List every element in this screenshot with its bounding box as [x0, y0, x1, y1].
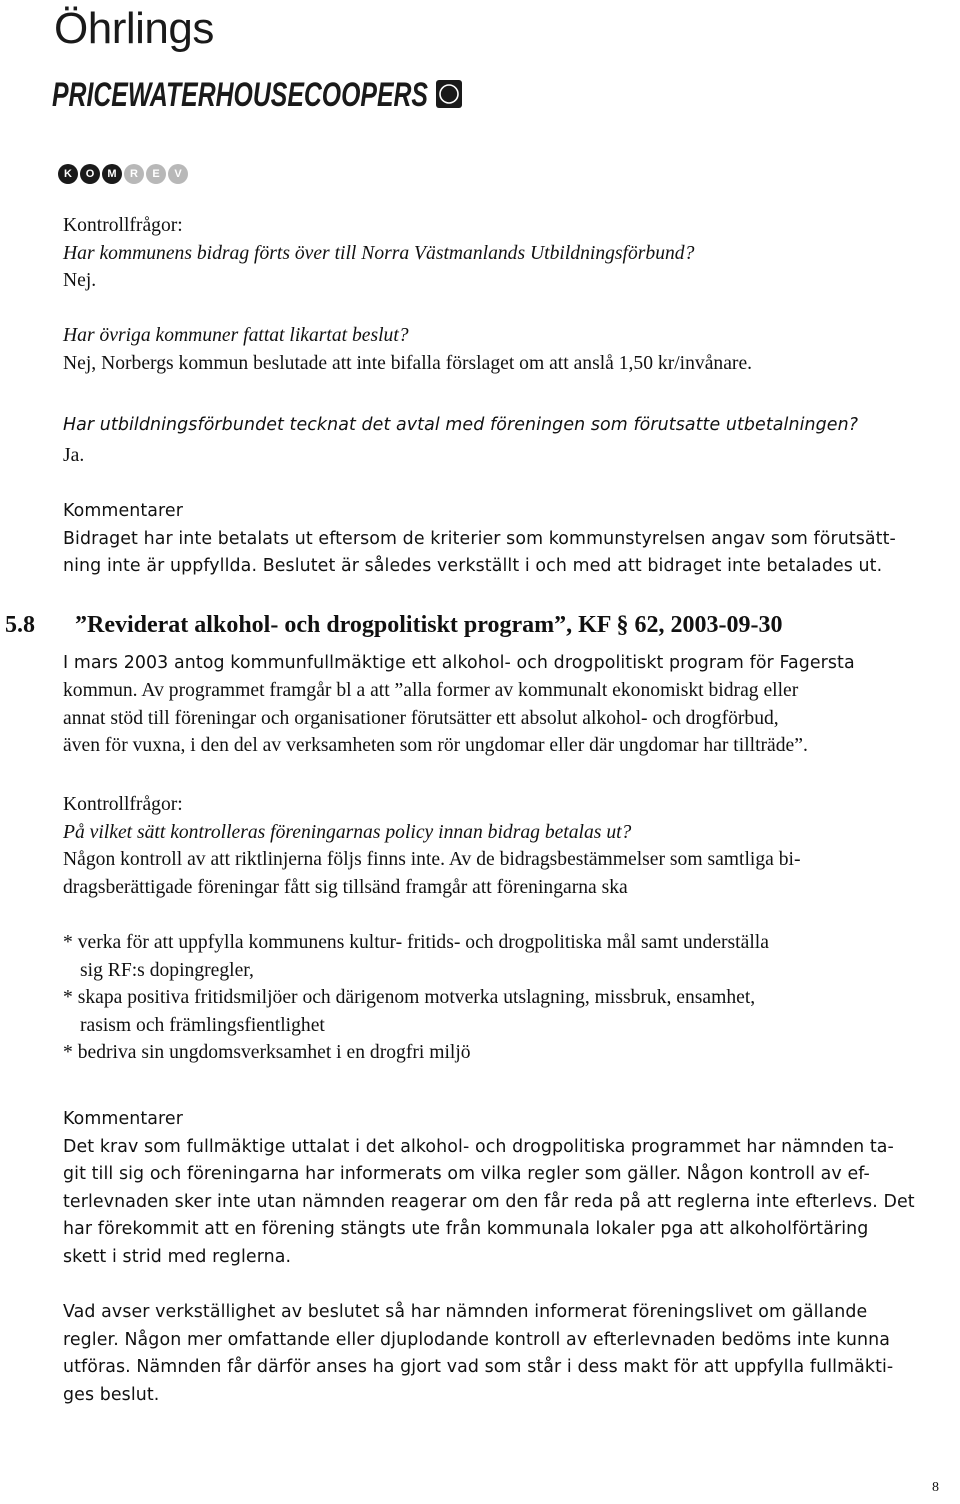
question: Har kommunens bidrag förts över till Norra Västmanlands Utbildningsförbund? — [63, 242, 695, 264]
intro-line: I mars 2003 antog kommunfullmäktige ett alkohol- och drogpolitiskt program för Fagersta — [63, 653, 855, 673]
comment-line: terlevnaden sker inte utan nämnden reagerar om den får reda på att reglerna inte efterlevs. Det — [63, 1191, 915, 1212]
answer: Nej, Norbergs kommun beslutade att inte bifalla förslaget om att anslå 1,50 kr/invånare. — [63, 352, 753, 374]
bullet-line: rasism och främlingsfientlighet — [80, 1014, 325, 1036]
control-questions-block-2 — [63, 412, 953, 440]
control-questions-block-3 — [63, 791, 953, 1067]
comment-line: skett i strid med reglerna. — [63, 1246, 292, 1267]
comment-line: Bidraget har inte betalats ut eftersom de kriterier som kommunstyrelsen angav som förutsätt- — [63, 528, 896, 549]
comment-line: ges beslut. — [63, 1384, 160, 1405]
question: Har utbildningsförbundet tecknat det avtal med föreningen som förutsatte utbetalningen? — [63, 415, 859, 435]
komrev-letter: O — [80, 164, 100, 184]
komrev-letter: R — [124, 164, 144, 184]
comment-line: Det krav som fullmäktige uttalat i det alkohol- och drogpolitiska programmet har nämnden ta- — [63, 1136, 894, 1157]
comments-block — [63, 498, 953, 581]
komrev-letter: V — [168, 164, 188, 184]
bullet-line: sig RF:s dopingregler, — [80, 959, 254, 981]
section-intro-cont — [63, 677, 953, 760]
pricewaterhousecoopers-logo — [52, 70, 468, 126]
question: På vilket sätt kontrolleras föreningarnas policy innan bidrag betalas ut? — [63, 821, 632, 843]
bullet-line: * skapa positiva fritidsmiljöer och därigenom motverka utslagning, missbruk, ensamhet, — [63, 987, 756, 1009]
answer: Ja. — [63, 445, 85, 466]
answer-block — [63, 442, 953, 470]
komrev-logo — [58, 164, 188, 184]
intro-line: annat stöd till föreningar och organisationer förutsätter ett absolut alkohol- och drogförbud, — [63, 707, 779, 729]
section-label: Kommentarer — [63, 1109, 183, 1129]
comment-line: ning inte är uppfyllda. Beslutet är således verkställt i och med att bidraget inte betalades ut. — [63, 556, 883, 577]
komrev-letter: M — [102, 164, 122, 184]
question: Har övriga kommuner fattat likartat beslut? — [63, 325, 409, 347]
bullet-line: * verka för att uppfylla kommunens kultur- fritids- och drogpolitiska mål samt underställa — [63, 931, 769, 953]
komrev-letter: E — [146, 164, 166, 184]
control-questions-block — [63, 212, 953, 378]
intro-line: även för vuxna, i den del av verksamheten som rör ungdomar eller där ungdomar har tillträde”. — [63, 735, 808, 757]
section-intro — [63, 650, 953, 678]
section-label: Kontrollfrågor: — [63, 794, 183, 815]
answer: Nej. — [63, 270, 97, 292]
answer-line: dragsberättigade föreningar fått sig tillsänd framgår att föreningarna ska — [63, 876, 628, 898]
section-label: Kontrollfrågor: — [63, 215, 183, 236]
pwc-logo-text: PRICEWATERHOUSECOOPERS — [52, 76, 429, 114]
comment-line: git till sig och föreningarna har informerats om vilka regler som gäller. Någon kontroll av ef- — [63, 1164, 870, 1185]
section-title: ”Reviderat alkohol- och drogpolitiskt program”, KF § 62, 2003-09-30 — [75, 612, 783, 638]
ohrlings-logo: Öhrlings — [54, 4, 214, 53]
comment-line: har förekommit att en förening stängts ute från kommunala lokaler pga att alkoholförtäring — [63, 1219, 869, 1240]
answer-line: Någon kontroll av att riktlinjerna följs finns inte. Av de bidragsbestämmelser som samtliga bi- — [63, 849, 801, 871]
intro-line: kommun. Av programmet framgår bl a att ”alla former av kommunalt ekonomiskt bidrag eller — [63, 680, 799, 701]
section-number: 5.8 — [5, 612, 35, 638]
comment-line: utföras. Nämnden får därför anses ha gjort vad som står i dess makt för att uppfylla fullmäkti- — [63, 1357, 894, 1378]
komrev-letter: K — [58, 164, 78, 184]
comments-block-2 — [63, 1106, 953, 1410]
bullet-line: * bedriva sin ungdomsverksamhet i en drogfri miljö — [63, 1042, 471, 1064]
comment-line: regler. Någon mer omfattande eller djuplodande kontroll av efterlevnaden bedöms inte kunna — [63, 1329, 891, 1350]
comment-line: Vad avser verkställighet av beslutet så har nämnden informerat föreningslivet om gällande — [63, 1302, 868, 1323]
page-number: 8 — [932, 1480, 939, 1495]
section-label: Kommentarer — [63, 501, 183, 521]
